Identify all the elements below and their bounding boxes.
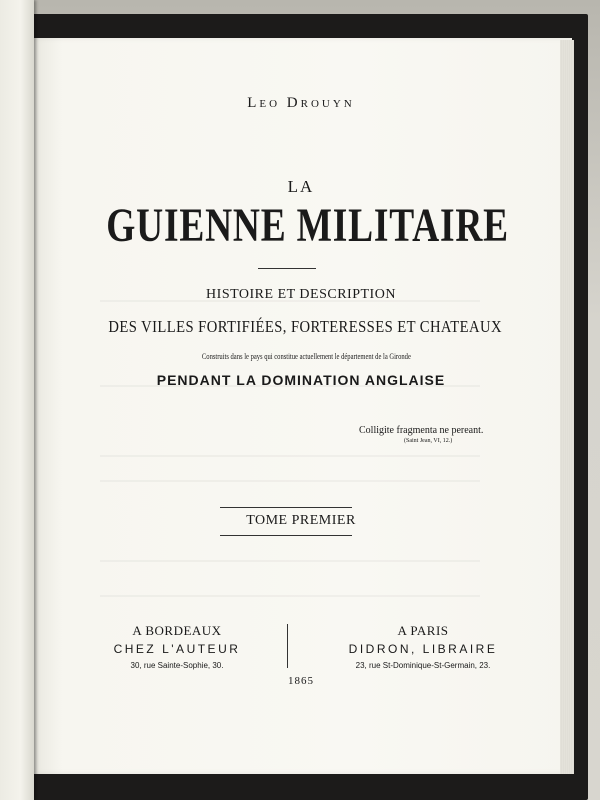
epigraph-source: (Saint Jean, VI, 12.) <box>404 438 453 444</box>
subtitle-line-3: PENDANT LA DOMINATION ANGLAISE <box>156 372 446 388</box>
epigraph: Colligite fragmenta ne pereant. <box>359 425 484 436</box>
bleed-through-line <box>100 480 480 482</box>
volume-label: TOME PREMIER <box>246 513 356 528</box>
volume-rule-bottom <box>220 535 352 536</box>
bleed-through-line <box>100 595 480 597</box>
publication-year: 1865 <box>288 675 314 687</box>
imprint-left-publisher: CHEZ L'AUTEUR <box>113 642 241 656</box>
bleed-through-line <box>100 560 480 562</box>
bleed-through-line <box>100 455 480 457</box>
imprint-divider <box>287 624 288 668</box>
subtitle-note: Construits dans le pays qui constitue actuellement le département de la Gironde <box>201 352 411 361</box>
page-edges <box>560 40 574 774</box>
imprint-left-city: A BORDEAUX <box>132 623 222 638</box>
subtitle-line-1: HISTOIRE ET DESCRIPTION <box>206 287 396 302</box>
imprint-right-publisher: DIDRON, LIBRAIRE <box>348 642 498 656</box>
imprint-right-city: A PARIS <box>397 623 449 638</box>
imprint-right-address: 23, rue St-Dominique-St-Germain, 23. <box>355 661 491 670</box>
title-rule <box>258 268 316 269</box>
facing-page-edge <box>0 0 34 800</box>
subtitle-line-2: DES VILLES FORTIFIÉES, FORTERESSES ET CHATEAUX <box>108 317 502 336</box>
imprint-left-address: 30, rue Sainte-Sophie, 30. <box>130 661 224 670</box>
author-name: Leo Drouyn <box>247 95 355 111</box>
title-article: LA <box>287 177 315 196</box>
volume-rule-top <box>220 507 352 508</box>
book-title: GUIENNE MILITAIRE <box>106 199 509 252</box>
